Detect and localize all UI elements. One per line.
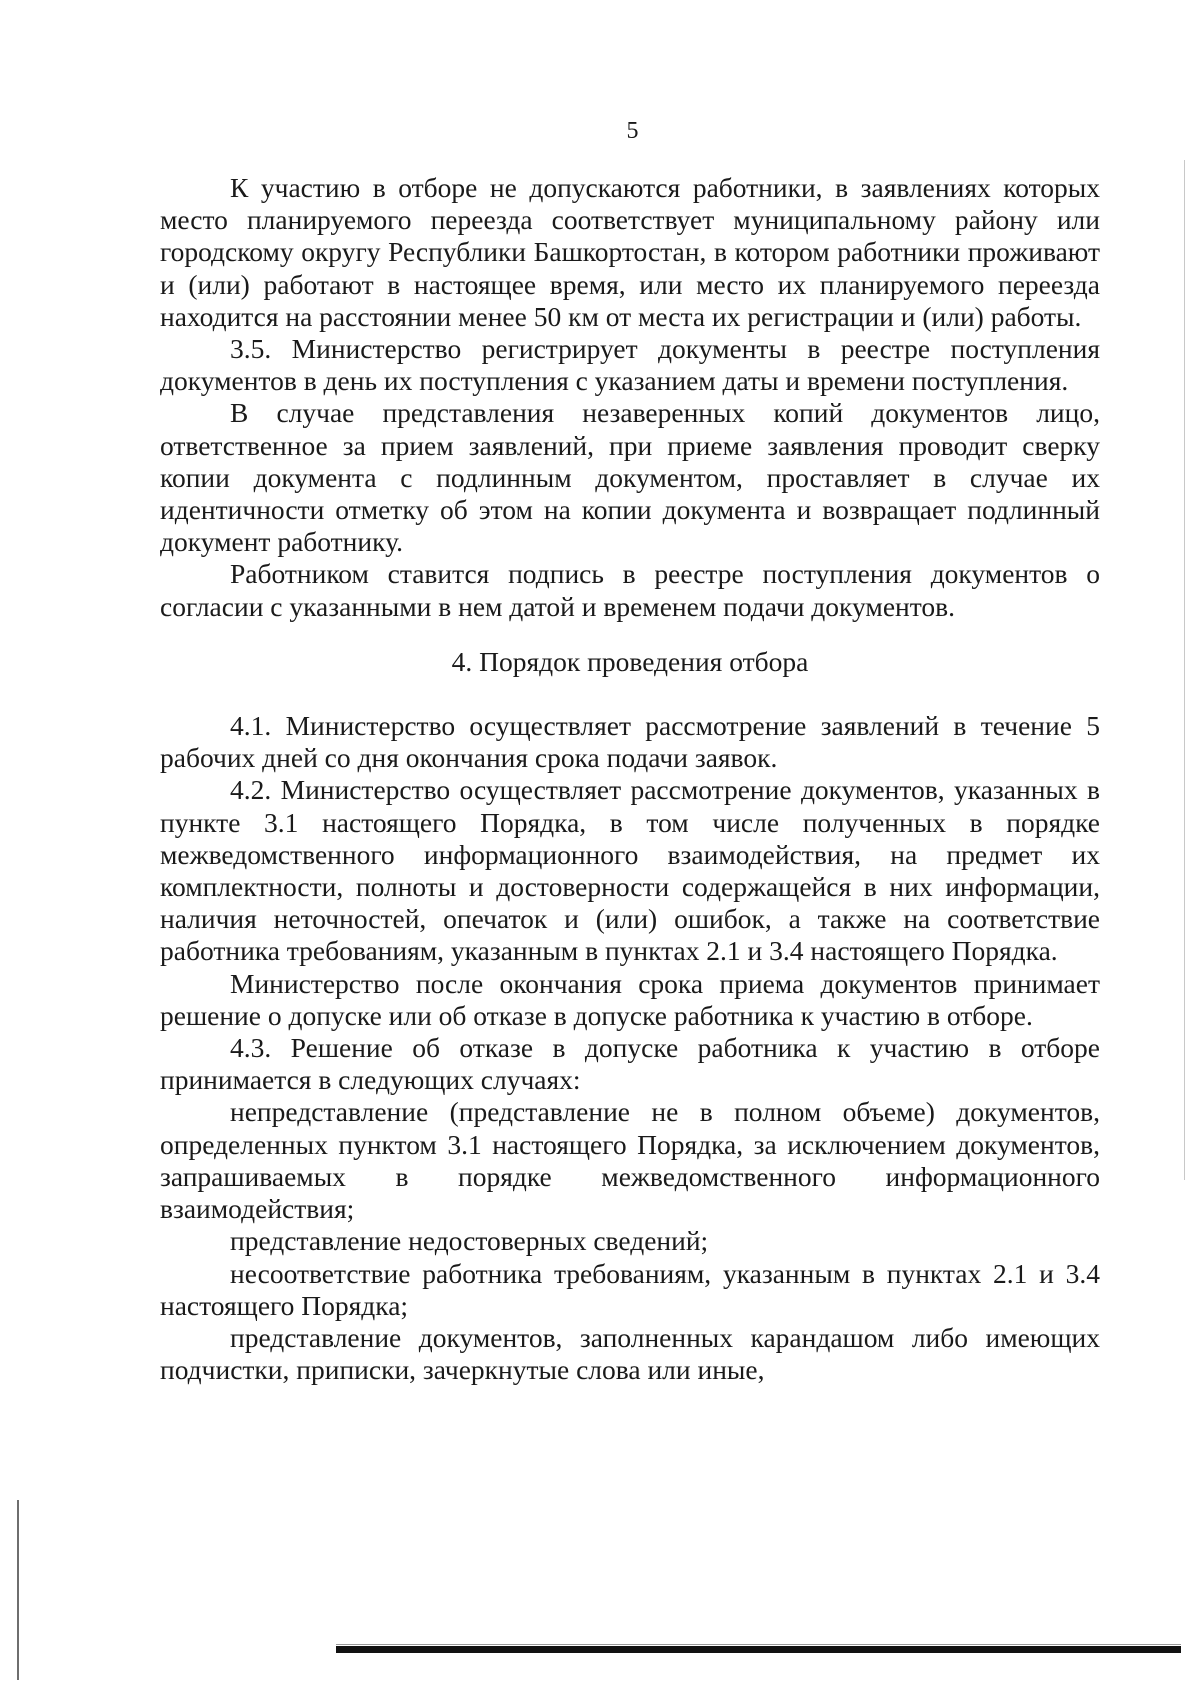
paragraph-3: В случае представления незаверенных копий документов лицо, ответственное за прием заявлений, при приеме заявления проводит сверку копии документа с подлинным документом, проставляет в случае их идентичности отметку об этом на копии документа и возвращает подлинный документ работнику. [160,397,1100,558]
scan-edge-left [17,1500,19,1680]
paragraph-1: К участию в отборе не допускаются работники, в заявлениях которых место планируемого переезда соответствует муниципальному району или городскому округу Республики Башкортостан, в котором работники проживают и (или) работают в настоящее время, или место их планируемого переезда находится на расстоянии менее 50 км от места их регистрации и (или) работы. [160,172,1100,332]
paragraph-2: 3.5. Министерство регистрирует документы в реестре поступления документов в день их поступления с указанием даты и времени поступления. [160,333,1100,397]
scan-edge-right [1184,160,1185,1180]
document-body [160,172,1100,1386]
paragraph-6: 4.2. Министерство осуществляет рассмотрение документов, указанных в пункте 3.1 настоящего Порядка, в том числе полученных в порядке межведомственного информационного взаимодействия, на предмет их комплектности, полноты и достоверности содержащейся в них информации, наличия неточностей, опечаток и (или) ошибок, а также на соответствие работника требованиям, указанным в пунктах 2.1 и 3.4 настоящего Порядка. [160,774,1100,967]
paragraph-7: Министерство после окончания срока приема документов принимает решение о допуске или об отказе в допуске работника к участию в отборе. [160,967,1100,1031]
paragraph-11: несоответствие работника требованиям, указанным в пунктах 2.1 и 3.4 настоящего Порядка; [160,1257,1100,1321]
paragraph-4: Работником ставится подпись в реестре поступления документов о согласии с указанными в нем датой и временем подачи документов. [160,558,1100,622]
scan-bar-bottom [336,1646,1181,1653]
scan-bar-bottom-thin [336,1644,1181,1645]
page-number: 5 [626,118,639,144]
paragraph-12: представление документов, заполненных карандашом либо имеющих подчистки, приписки, зачеркнутые слова или иные, [160,1321,1100,1386]
section-heading: 4. Порядок проведения отбора [451,645,809,677]
paragraph-8: 4.3. Решение об отказе в допуске работника к участию в отборе принимается в следующих случаях: [160,1032,1100,1096]
paragraph-9: непредставление (представление не в полном объеме) документов, определенных пунктом 3.1 настоящего Порядка, за исключением документов, запрашиваемых в порядке межведомственного информационного взаимодействия; [160,1096,1100,1225]
paragraph-10: представление недостоверных сведений; [230,1225,709,1257]
paragraph-5: 4.1. Министерство осуществляет рассмотрение заявлений в течение 5 рабочих дней со дня окончания срока подачи заявок. [160,710,1100,774]
